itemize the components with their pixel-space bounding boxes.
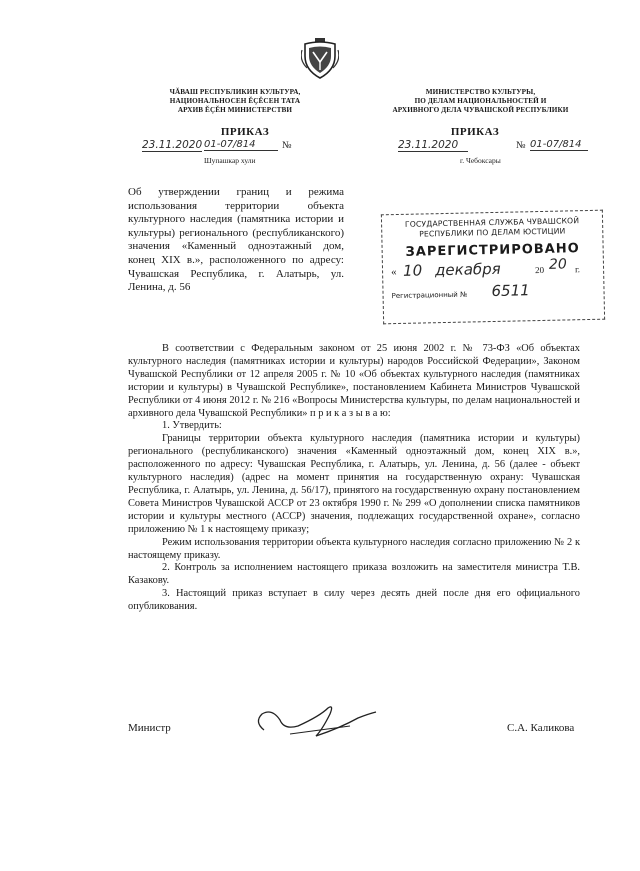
document-title: Об утверждении границ и режима использования территории объекта культурного наследия (памятника истории и культуры) регионального (республиканского) значения «Каменный одноэтажный дом, конец XIX в.», расположенного по адресу: Чувашская Республика, г. Алатырь, ул. Ленина, д. 56: [128, 186, 344, 294]
left-org-line: АРХИВ ĔÇĔН МИНИСТЕРСТВИ: [177, 106, 293, 114]
stamp-date-line: « 10 декабря 20 20 г.: [390, 256, 581, 280]
body-paragraph: Границы территории объекта культурного наследия (памятника истории и культуры) регионального (республиканского) значения «Каменный одноэтажный дом, конец XIX в.», расположенного по адресу: Чувашская Республика, г. Алатырь, ул. Ленина, д. 56 (далее - объект культурного наследия) (адрес на момент принятия на государственную охрану: Чувашская Республика, г. Алатырь, ул. Ленина, д. 56/17), принятого на государственную охрану постановлением Совета Министров Чувашской АССР от 23 октября 1990 г. № 299 «О дополнении списка памятников истории и культуры местного (АССР) значения, подлежащих государственной охране», согласно приложению № 1 к настоящему приказу;: [128, 433, 580, 535]
handwritten-signature: [250, 700, 390, 744]
left-city: Шупашкар хули: [204, 156, 256, 165]
right-handwritten-date: 23.11.2020: [398, 139, 468, 152]
right-org-line: МИНИСТЕРСТВО КУЛЬТУРЫ,: [425, 88, 536, 96]
stamp-day: 10: [402, 261, 423, 280]
coat-of-arms-emblem: [301, 38, 339, 80]
stamp-year-g: г.: [574, 264, 581, 275]
body-paragraph: В соответствии с Федеральным законом от 25 июня 2002 г. № 73-ФЗ «Об объектах культурного наследия (памятниках истории и культуры) народов Российской Федерации», Законом Чувашской Республики от 12 апреля 2005 г. № 10 «Об объектах культурного наследия (памятниках истории и культуры) в Чувашской Республике», постановлением Кабинета Министров Чувашской Республики от 4 июня 2012 г. № 216 «Вопросы Министерства культуры, по делам национальностей и архивного дела Чувашской Республики» п р и к а з ы в а ю:: [128, 343, 580, 419]
left-org-line: ЧĂВАШ РЕСПУБЛИКИН КУЛЬТУРА,: [169, 88, 301, 96]
body-paragraph: 1. Утвердить:: [162, 420, 222, 432]
left-org-line: НАЦИОНАЛЬНОСЕН ĔÇĔСЕН ТАТА: [169, 97, 301, 105]
stamp-month: декабря: [434, 259, 501, 280]
right-handwritten-number: 01-07/814: [530, 139, 588, 151]
right-prikaz-label: ПРИКАЗ: [450, 126, 500, 138]
left-handwritten-number: 01-07/814: [204, 139, 278, 151]
left-date-number-line: [142, 139, 338, 155]
right-city: г. Чебоксары: [460, 156, 501, 165]
body-paragraph: 3. Настоящий приказ вступает в силу через десять дней после дня его официального опубликования.: [128, 588, 580, 613]
stamp-org-line: РЕСПУБЛИКИ ПО ДЕЛАМ ЮСТИЦИИ: [419, 225, 566, 239]
right-org-header: [378, 88, 583, 115]
right-org-line: ПО ДЕЛАМ НАЦИОНАЛЬНОСТЕЙ И: [414, 97, 547, 105]
signature-title: Министр: [128, 722, 171, 734]
document-body: [128, 343, 580, 614]
left-handwritten-date: 23.11.2020: [142, 139, 203, 151]
right-number-sign: №: [516, 140, 526, 151]
stamp-reg-line: [383, 282, 603, 305]
right-org-line: АРХИВНОГО ДЕЛА ЧУВАШСКОЙ РЕСПУБЛИКИ: [392, 106, 569, 114]
registration-stamp: [381, 210, 605, 325]
signer-name: С.А. Каликова: [507, 722, 575, 734]
stamp-reg-label: Регистрационный №: [391, 290, 468, 301]
left-number-sign: №: [282, 140, 292, 151]
stamp-org-line: ГОСУДАРСТВЕННАЯ СЛУЖБА ЧУВАШСКОЙ: [404, 216, 580, 229]
body-paragraph: 2. Контроль за исполнением настоящего приказа возложить на заместителя министра Т.В. Казакову.: [128, 562, 580, 587]
body-paragraph: Режим использования территории объекта культурного наследия согласно приложению № 2 к настоящему приказу.: [128, 536, 580, 561]
right-date-number-line: [398, 139, 598, 155]
stamp-reg-number: 6511: [491, 281, 530, 301]
stamp-status: ЗАРЕГИСТРИРОВАНО: [405, 241, 580, 260]
stamp-year-prefix: 20: [534, 264, 545, 276]
stamp-year-suffix: 20: [548, 256, 567, 273]
left-org-header: [150, 88, 320, 115]
left-prikaz-label: ПРИКАЗ: [220, 126, 270, 138]
